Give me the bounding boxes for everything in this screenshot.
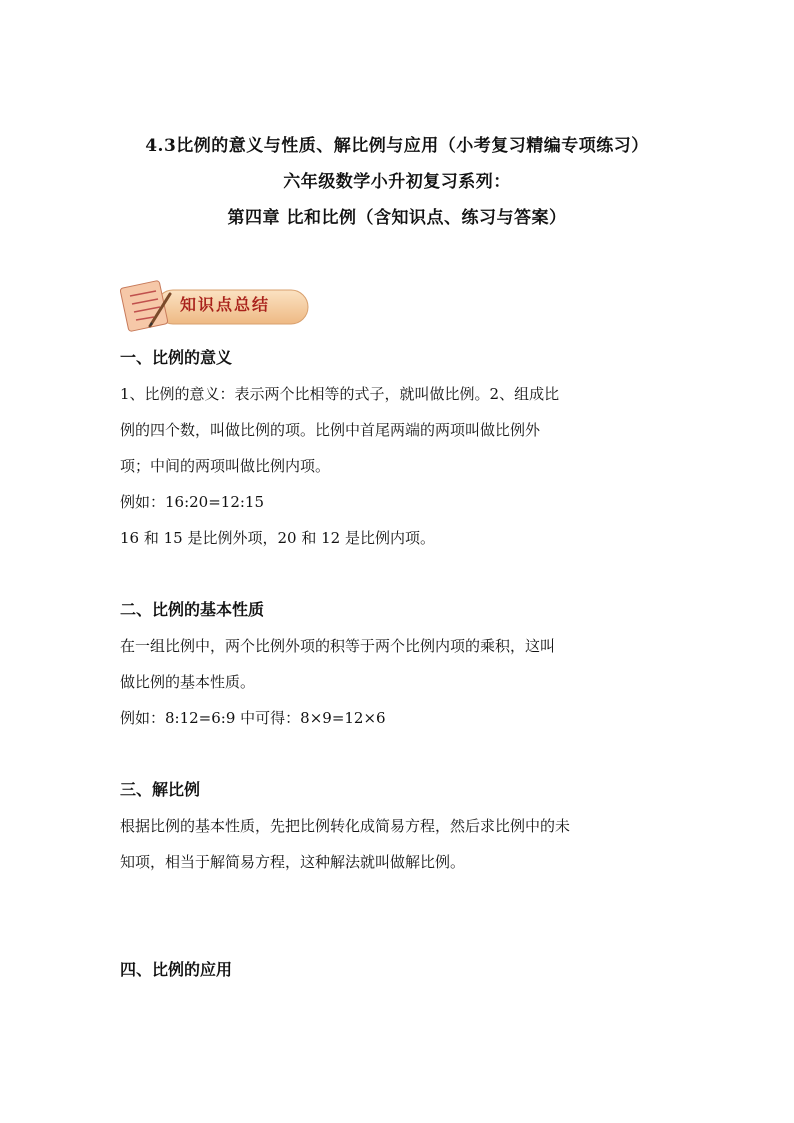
badge-label: 知识点总结 — [180, 295, 271, 314]
document-subtitle-chapter: 第四章 比和比例（含知识点、练习与答案） — [227, 208, 567, 228]
section-heading-application: 四、比例的应用 — [120, 960, 233, 979]
paragraph-line: 例的四个数，叫做比例的项。比例中首尾两端的两项叫做比例外 — [120, 421, 541, 439]
spacer — [120, 880, 680, 952]
document-subtitle-series: 六年级数学小升初复习系列： — [283, 172, 511, 192]
paragraph-line: 16 和 15 是比例外项，20 和 12 是比例内项。 — [120, 529, 435, 547]
spacer — [120, 556, 680, 592]
paragraph-line: 1、比例的意义：表示两个比相等的式子，就叫做比例。2、组成比 — [120, 385, 560, 403]
example-line: 例如：16:20=12:15 — [120, 493, 265, 511]
paragraph-line: 根据比例的基本性质，先把比例转化成简易方程，然后求比例中的未 — [120, 817, 571, 835]
paragraph-line: 知项，相当于解简易方程，这种解法就叫做解比例。 — [120, 853, 466, 871]
section-heading-solve: 三、解比例 — [120, 780, 201, 799]
title-block — [0, 128, 794, 236]
section-heading-property: 二、比例的基本性质 — [120, 600, 265, 619]
document-title: 4.3比例的意义与性质、解比例与应用（小考复习精编专项练习） — [145, 136, 649, 156]
spacer — [120, 736, 680, 772]
section-heading-meaning: 一、比例的意义 — [120, 348, 233, 367]
content-body — [120, 340, 680, 988]
example-line: 例如：8:12=6:9 中可得：8×9=12×6 — [120, 709, 386, 727]
knowledge-summary-badge — [120, 280, 312, 332]
paragraph-line: 项；中间的两项叫做比例内项。 — [120, 457, 331, 475]
paragraph-line: 在一组比例中，两个比例外项的积等于两个比例内项的乘积，这叫 — [120, 637, 556, 655]
paragraph-line: 做比例的基本性质。 — [120, 673, 256, 691]
